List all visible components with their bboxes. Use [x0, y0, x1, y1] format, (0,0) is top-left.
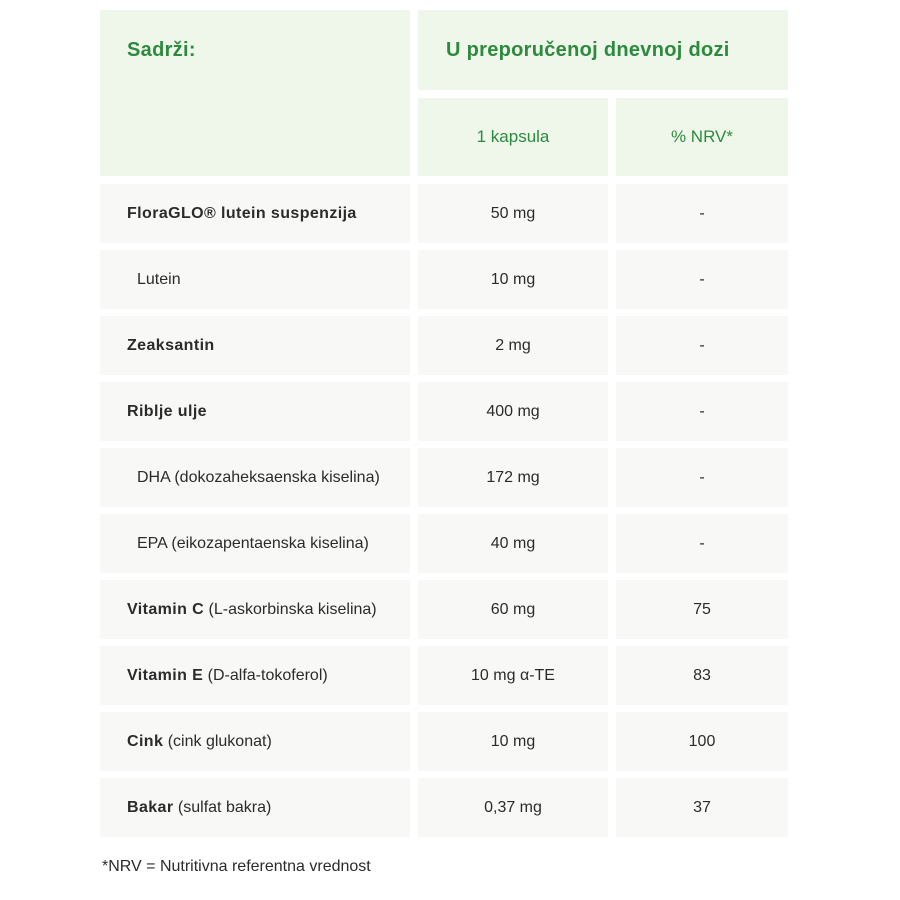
ingredient-name	[100, 733, 272, 751]
ingredient-name-bold: FloraGLO® lutein suspenzija	[127, 204, 357, 222]
ingredient-name	[100, 337, 215, 355]
amount-value: 40 mg	[490, 534, 536, 552]
dose-header-cell	[418, 10, 788, 90]
contents-header-cell	[100, 10, 410, 176]
ingredient-name-bold: Riblje ulje	[127, 402, 207, 420]
table-row-nrv-cell	[616, 712, 788, 771]
table-row-name-cell	[100, 514, 410, 573]
table-row-amount-cell	[418, 712, 608, 771]
amount-value: 10 mg	[490, 732, 536, 750]
amount-value: 400 mg	[486, 402, 540, 420]
contents-header-label: Sadrži:	[127, 39, 196, 61]
nrv-header-label: % NRV*	[670, 127, 734, 146]
table-row-nrv-cell	[616, 250, 788, 309]
nrv-header-cell	[616, 98, 788, 176]
table-row-nrv-cell	[616, 646, 788, 705]
amount-value: 10 mg α-TE	[471, 666, 555, 684]
ingredient-name-detail: EPA (eikozapentaenska kiselina)	[137, 534, 369, 552]
table-row-name-cell	[100, 712, 410, 771]
table-row-amount-cell	[418, 778, 608, 837]
table-row-nrv-cell	[616, 580, 788, 639]
capsule-header-cell	[418, 98, 608, 176]
table-row-name-cell	[100, 316, 410, 375]
amount-value: 10 mg	[490, 270, 536, 288]
ingredient-name	[100, 799, 271, 817]
amount-value: 50 mg	[490, 204, 536, 222]
ingredient-name-bold: Bakar	[127, 798, 174, 816]
ingredient-name-bold: Vitamin C	[127, 600, 205, 618]
table-row-amount-cell	[418, 316, 608, 375]
nrv-value: 83	[693, 666, 711, 684]
table-row-amount-cell	[418, 382, 608, 441]
ingredient-name	[100, 403, 207, 421]
table-row-name-cell	[100, 448, 410, 507]
table-row-nrv-cell	[616, 514, 788, 573]
table-row-nrv-cell	[616, 778, 788, 837]
table-row-nrv-cell	[616, 316, 788, 375]
table-row-name-cell	[100, 184, 410, 243]
ingredient-name	[100, 601, 377, 619]
table-row-nrv-cell	[616, 382, 788, 441]
nrv-value: 37	[693, 798, 711, 816]
ingredient-name-detail: DHA (dokozaheksaenska kiselina)	[137, 468, 380, 486]
ingredient-name	[100, 535, 369, 553]
nrv-value: -	[699, 534, 705, 552]
table-row-amount-cell	[418, 448, 608, 507]
ingredient-name-bold: Vitamin E	[127, 666, 204, 684]
table-row-amount-cell	[418, 646, 608, 705]
nrv-value: 75	[693, 600, 711, 618]
table-row-amount-cell	[418, 514, 608, 573]
ingredient-name-detail: (L-askorbinska kiselina)	[204, 600, 377, 618]
table-row-amount-cell	[418, 580, 608, 639]
nrv-value: -	[699, 270, 705, 288]
table-row-amount-cell	[418, 250, 608, 309]
amount-value: 172 mg	[486, 468, 540, 486]
ingredient-name	[100, 469, 380, 487]
nrv-value: -	[699, 204, 705, 222]
table-row-nrv-cell	[616, 184, 788, 243]
table-row-name-cell	[100, 580, 410, 639]
ingredient-name-detail: Lutein	[137, 270, 181, 288]
table-row-name-cell	[100, 778, 410, 837]
nrv-value: -	[699, 468, 705, 486]
ingredient-name	[100, 667, 328, 685]
amount-value: 0,37 mg	[484, 798, 542, 816]
table-row-amount-cell	[418, 184, 608, 243]
ingredient-name-bold: Cink	[127, 732, 164, 750]
ingredient-name-detail: (cink glukonat)	[163, 732, 272, 750]
nrv-footnote: *NRV = Nutritivna referentna vrednost	[102, 858, 371, 875]
ingredient-name	[100, 205, 357, 223]
ingredient-name-bold: Zeaksantin	[127, 336, 215, 354]
nrv-value: -	[699, 336, 705, 354]
table-row-name-cell	[100, 382, 410, 441]
ingredient-name-detail: (D-alfa-tokoferol)	[203, 666, 328, 684]
ingredient-name-detail: (sulfat bakra)	[173, 798, 272, 816]
nrv-value: -	[699, 402, 705, 420]
amount-value: 2 mg	[495, 336, 531, 354]
ingredient-name	[100, 271, 181, 289]
capsule-header-label: 1 kapsula	[476, 127, 550, 146]
table-row-name-cell	[100, 250, 410, 309]
table-row-name-cell	[100, 646, 410, 705]
nrv-value: 100	[688, 732, 716, 750]
amount-value: 60 mg	[490, 600, 536, 618]
table-row-nrv-cell	[616, 448, 788, 507]
dose-header-label: U preporučenoj dnevnoj dozi	[446, 38, 730, 61]
